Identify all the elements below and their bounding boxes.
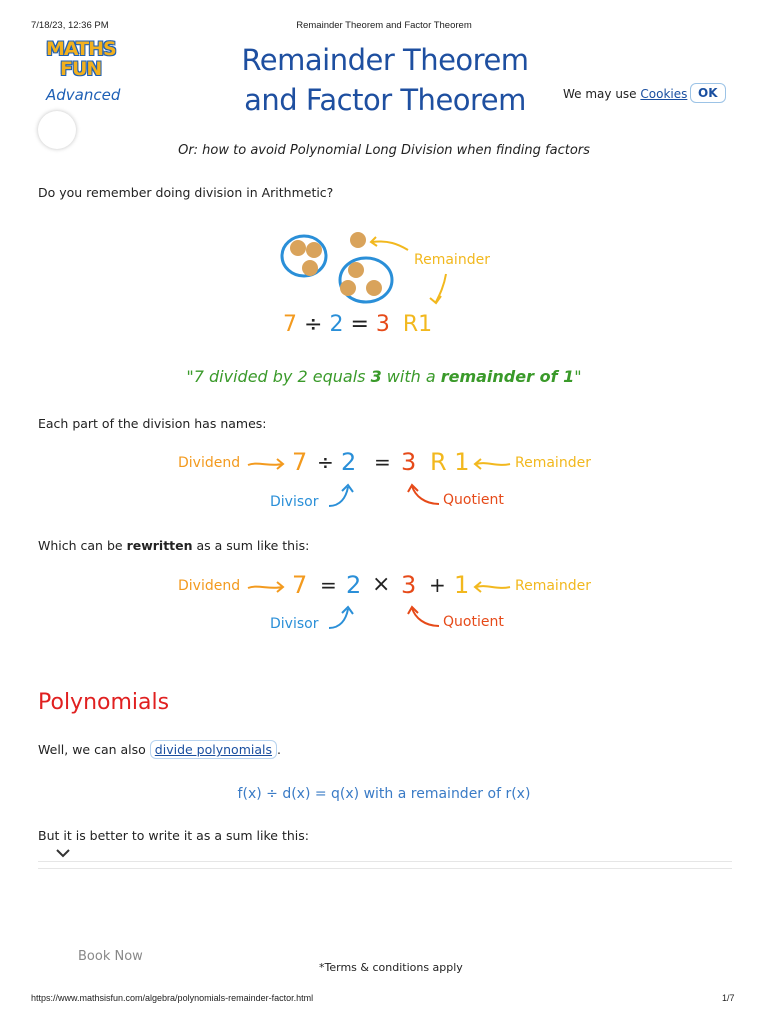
- remainder-arrow-2: [436, 274, 446, 302]
- cookie-equation: [283, 312, 432, 337]
- divisor-arrow-icon: [326, 604, 356, 632]
- eq-divide-sign: ÷: [304, 312, 323, 337]
- cookie-group-2: [340, 258, 392, 302]
- d2-quotient-3: 3: [401, 571, 417, 599]
- paragraph-rewritten: [38, 538, 309, 553]
- d1-remainder-r1: R 1: [430, 448, 470, 476]
- eq-remainder: 1: [418, 312, 433, 337]
- page-subtitle: Or: how to avoid Polynomial Long Division when finding factors: [178, 143, 590, 158]
- p4-post: .: [277, 742, 281, 757]
- label-quotient: Quotient: [443, 492, 504, 508]
- cookie-remainder-label: Remainder: [414, 252, 490, 268]
- d2-remainder-1: 1: [454, 571, 470, 599]
- divisor-arrow-icon: [326, 482, 356, 510]
- d2-times: ×: [372, 572, 391, 597]
- d1-dividend-7: 7: [292, 448, 308, 476]
- eq-dividend: 7: [283, 312, 297, 337]
- page-title-line1: Remainder Theorem: [241, 43, 529, 77]
- eq-quotient: 3: [375, 312, 390, 337]
- logo-advanced-text: Advanced: [46, 86, 121, 104]
- paragraph-write-as-sum: But it is better to write it as a sum like this:: [38, 828, 309, 843]
- remainder-arrow-icon: [472, 456, 512, 472]
- dividend-arrow-icon: [246, 579, 286, 595]
- label-divisor: Divisor: [270, 494, 319, 510]
- label-dividend-2: Dividend: [178, 578, 241, 594]
- d1-equals: =: [374, 450, 391, 474]
- logo-maths-text: MATHS: [46, 38, 116, 60]
- eq-r: R: [402, 312, 419, 337]
- label-divisor-2: Divisor: [270, 616, 319, 632]
- remainder-cookie: [350, 232, 366, 248]
- p3-pre: Which can be: [38, 538, 127, 553]
- d2-dividend-7: 7: [292, 571, 308, 599]
- cookie-text: We may use: [563, 87, 637, 101]
- quote-post: ": [574, 367, 582, 386]
- quotient-arrow-icon: [405, 604, 441, 632]
- print-datetime: 7/18/23, 12:36 PM: [31, 20, 109, 31]
- print-footer-url: https://www.mathsisfun.com/algebra/polynomials-remainder-factor.html: [31, 993, 314, 1003]
- cookies-link[interactable]: Cookies: [640, 87, 688, 101]
- section-heading-polynomials: Polynomials: [38, 690, 170, 715]
- quotient-arrow-icon: [405, 482, 441, 510]
- divide-polynomials-link[interactable]: divide polynomials: [154, 742, 272, 757]
- page-title: [230, 40, 540, 120]
- content-divider-2: [38, 868, 732, 869]
- d2-equals: =: [320, 573, 337, 597]
- remainder-arrow-1: [372, 241, 408, 250]
- d1-quotient-3: 3: [401, 448, 417, 476]
- label-quotient-2: Quotient: [443, 614, 504, 630]
- d1-divisor-2: 2: [341, 448, 357, 476]
- terms-conditions-text: *Terms & conditions apply: [319, 961, 463, 974]
- label-remainder: Remainder: [515, 455, 591, 471]
- book-now-button[interactable]: Book Now: [78, 949, 143, 964]
- eq-divisor: 2: [329, 312, 344, 337]
- quote-bold-remainder: remainder of 1: [440, 367, 575, 386]
- site-logo[interactable]: [40, 36, 135, 108]
- quote-pre: "7 divided by 2 equals: [186, 367, 371, 386]
- eq-equals: =: [350, 312, 369, 337]
- content-divider: [38, 861, 732, 862]
- dividend-arrow-icon: [246, 456, 286, 472]
- label-dividend: Dividend: [178, 455, 241, 471]
- division-quote: [0, 367, 768, 386]
- d2-divisor-2: 2: [346, 571, 362, 599]
- paragraph-arithmetic: Do you remember doing division in Arithmetic?: [38, 185, 334, 200]
- division-names-diagram: [0, 440, 768, 520]
- cookie-notice: [563, 87, 687, 101]
- print-footer-page: 1/7: [722, 993, 735, 1003]
- page-title-line2: and Factor Theorem: [244, 83, 526, 117]
- paragraph-divide-polynomials: [38, 742, 281, 757]
- p3-bold: rewritten: [126, 538, 193, 553]
- label-remainder-2: Remainder: [515, 578, 591, 594]
- cookie-group-1: [282, 236, 326, 276]
- quote-mid: with a: [381, 367, 441, 386]
- polynomial-division-formula: f(x) ÷ d(x) = q(x) with a remainder of r(x): [237, 786, 531, 802]
- d1-divide-sign: ÷: [317, 450, 334, 474]
- d2-plus: +: [429, 573, 446, 597]
- remainder-arrow-icon: [472, 579, 512, 595]
- p3-post: as a sum like this:: [192, 538, 310, 553]
- paragraph-parts-names: Each part of the division has names:: [38, 416, 267, 431]
- print-doc-title: Remainder Theorem and Factor Theorem: [296, 20, 472, 31]
- sum-names-diagram: [0, 563, 768, 643]
- quote-bold-3: 3: [370, 367, 382, 386]
- chevron-down-icon[interactable]: [55, 847, 71, 859]
- p4-pre: Well, we can also: [38, 742, 150, 757]
- logo-fun-text: FUN: [60, 58, 102, 80]
- cookie-ok-button[interactable]: OK: [690, 83, 726, 103]
